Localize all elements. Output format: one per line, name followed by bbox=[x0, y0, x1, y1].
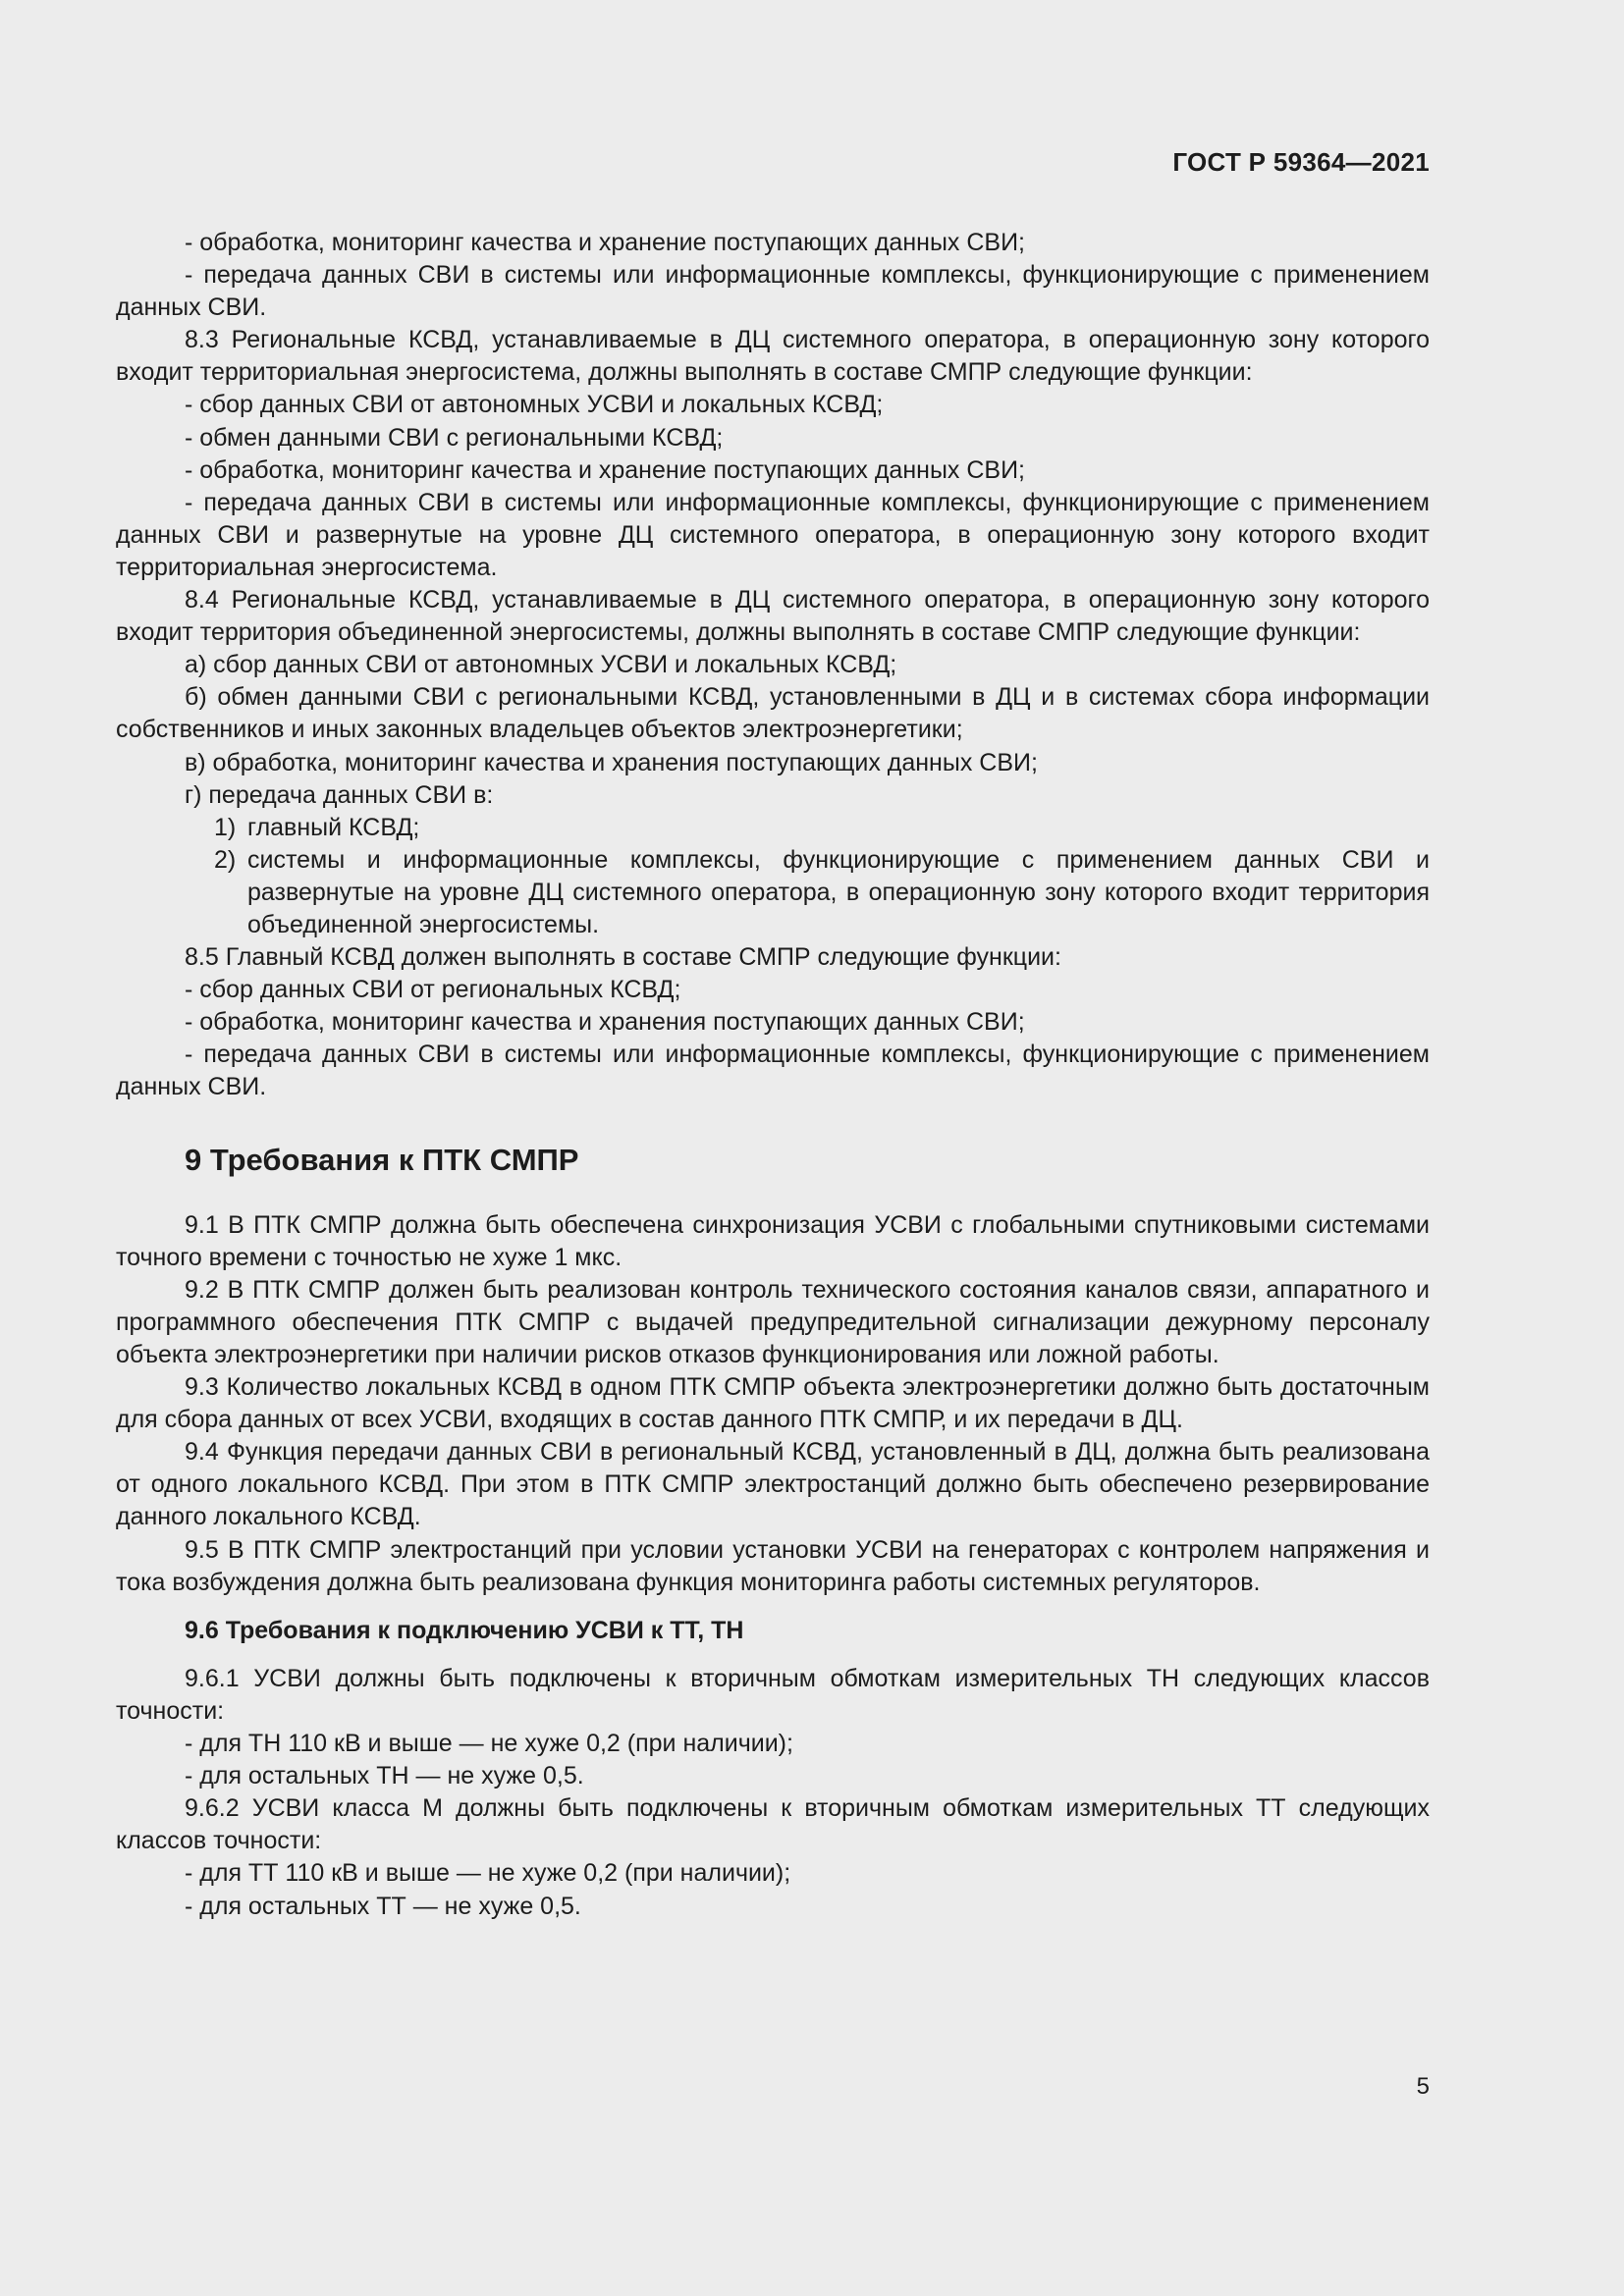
clause-8-5: 8.5 Главный КСВД должен выполнять в составе СМПР следующие функции: bbox=[185, 943, 1061, 972]
list-item: - передача данных СВИ в системы или информационные комплексы, функционирующие с применением данных СВИ. bbox=[116, 261, 1430, 322]
page-body bbox=[116, 227, 1430, 1923]
list-item: - для ТТ 110 кВ и выше — не хуже 0,2 (при наличии); bbox=[185, 1859, 791, 1888]
list-item: - для ТН 110 кВ и выше — не хуже 0,2 (при наличии); bbox=[185, 1730, 793, 1758]
list-item: - передача данных СВИ в системы или информационные комплексы, функционирующие с применением данных СВИ и развернутые на уровне ДЦ системного оператора, в операционную зону которого входит территориальная энергосистема. bbox=[116, 488, 1430, 581]
list-item: - сбор данных СВИ от автономных УСВИ и локальных КСВД; bbox=[185, 391, 884, 419]
clause-8-4: 8.4 Региональные КСВД, устанавливаемые в ДЦ системного оператора, в операционную зону которого входит территория объединенной энергосистемы, должны выполнять в составе СМПР следующие функции: bbox=[116, 586, 1430, 647]
clause-9-6-2: 9.6.2 УСВИ класса М должны быть подключены к вторичным обмоткам измерительных ТТ следующих классов точности: bbox=[116, 1794, 1430, 1855]
clause-9-4: 9.4 Функция передачи данных СВИ в региональный КСВД, установленный в ДЦ, должна быть реализована от одного локального КСВД. При этом в ПТК СМПР электростанций должно быть обеспечено резервирование данного локального КСВД. bbox=[116, 1438, 1430, 1531]
document-id-header: ГОСТ Р 59364—2021 bbox=[1172, 147, 1430, 177]
clause-9-6-1: 9.6.1 УСВИ должны быть подключены к вторичным обмоткам измерительных ТН следующих классов точности: bbox=[116, 1664, 1430, 1725]
section-title: 9 Требования к ПТК СМПР bbox=[185, 1142, 579, 1177]
sub-list-item bbox=[116, 812, 1430, 844]
list-item: - обработка, мониторинг качества и хранение поступающих данных СВИ; bbox=[185, 229, 1026, 256]
sub-list-item bbox=[116, 844, 1430, 941]
list-item: - передача данных СВИ в системы или информационные комплексы, функционирующие с применением данных СВИ. bbox=[116, 1041, 1430, 1101]
sub-list-number: 2) bbox=[214, 845, 237, 874]
clause-9-5: 9.5 В ПТК СМПР электростанций при условии установки УСВИ на генераторах с контролем напряжения и тока возбуждения должна быть реализована функция мониторинга работы системных регуляторов. bbox=[116, 1535, 1430, 1596]
list-item: - обработка, мониторинг качества и хранения поступающих данных СВИ; bbox=[185, 1008, 1025, 1037]
list-item: - для остальных ТТ — не хуже 0,5. bbox=[185, 1892, 581, 1920]
clause-8-3: 8.3 Региональные КСВД, устанавливаемые в ДЦ системного оператора, в операционную зону которого входит территориальная энергосистема, должны выполнять в составе СМПР следующие функции: bbox=[116, 326, 1430, 387]
clause-9-1: 9.1 В ПТК СМПР должна быть обеспечена синхронизация УСВИ с глобальными спутниковыми системами точного времени с точностью не хуже 1 мкс. bbox=[116, 1210, 1430, 1271]
sub-list-text: системы и информационные комплексы, функционирующие с применением данных СВИ и развернутые на уровне ДЦ системного оператора, в операционную зону которого входит территория объединенной энергосистемы. bbox=[247, 845, 1430, 938]
page-number: 5 bbox=[1416, 2073, 1430, 2100]
list-item-v: в) обработка, мониторинг качества и хранения поступающих данных СВИ; bbox=[185, 748, 1038, 776]
subsection-title: 9.6 Требования к подключению УСВИ к ТТ, ТН bbox=[185, 1616, 744, 1644]
list-item-b: б) обмен данными СВИ с региональными КСВД, установленными в ДЦ и в системах сбора информации собственников и иных законных владельцев объектов электроэнергетики; bbox=[116, 683, 1430, 744]
list-item: - обмен данными СВИ с региональными КСВД; bbox=[185, 423, 724, 452]
sub-list-number: 1) bbox=[214, 813, 237, 841]
sub-list-text: главный КСВД; bbox=[247, 813, 420, 841]
list-item: - обработка, мониторинг качества и хранение поступающих данных СВИ; bbox=[185, 455, 1026, 484]
clause-9-3: 9.3 Количество локальных КСВД в одном ПТК СМПР объекта электроэнергетики должно быть достаточным для сбора данных от всех УСВИ, входящих в состав данного ПТК СМПР, и их передачи в ДЦ. bbox=[116, 1373, 1430, 1434]
clause-9-2: 9.2 В ПТК СМПР должен быть реализован контроль технического состояния каналов связи, аппаратного и программного обеспечения ПТК СМПР с выдачей предупредительной сигнализации дежурному персоналу объекта электроэнергетики при наличии рисков отказов функционирования или ложной работы. bbox=[116, 1275, 1430, 1368]
list-item: - для остальных ТН — не хуже 0,5. bbox=[185, 1762, 584, 1790]
list-item-a: а) сбор данных СВИ от автономных УСВИ и локальных КСВД; bbox=[185, 651, 897, 679]
list-item-g: г) передача данных СВИ в: bbox=[185, 780, 494, 809]
list-item: - сбор данных СВИ от региональных КСВД; bbox=[185, 976, 681, 1004]
